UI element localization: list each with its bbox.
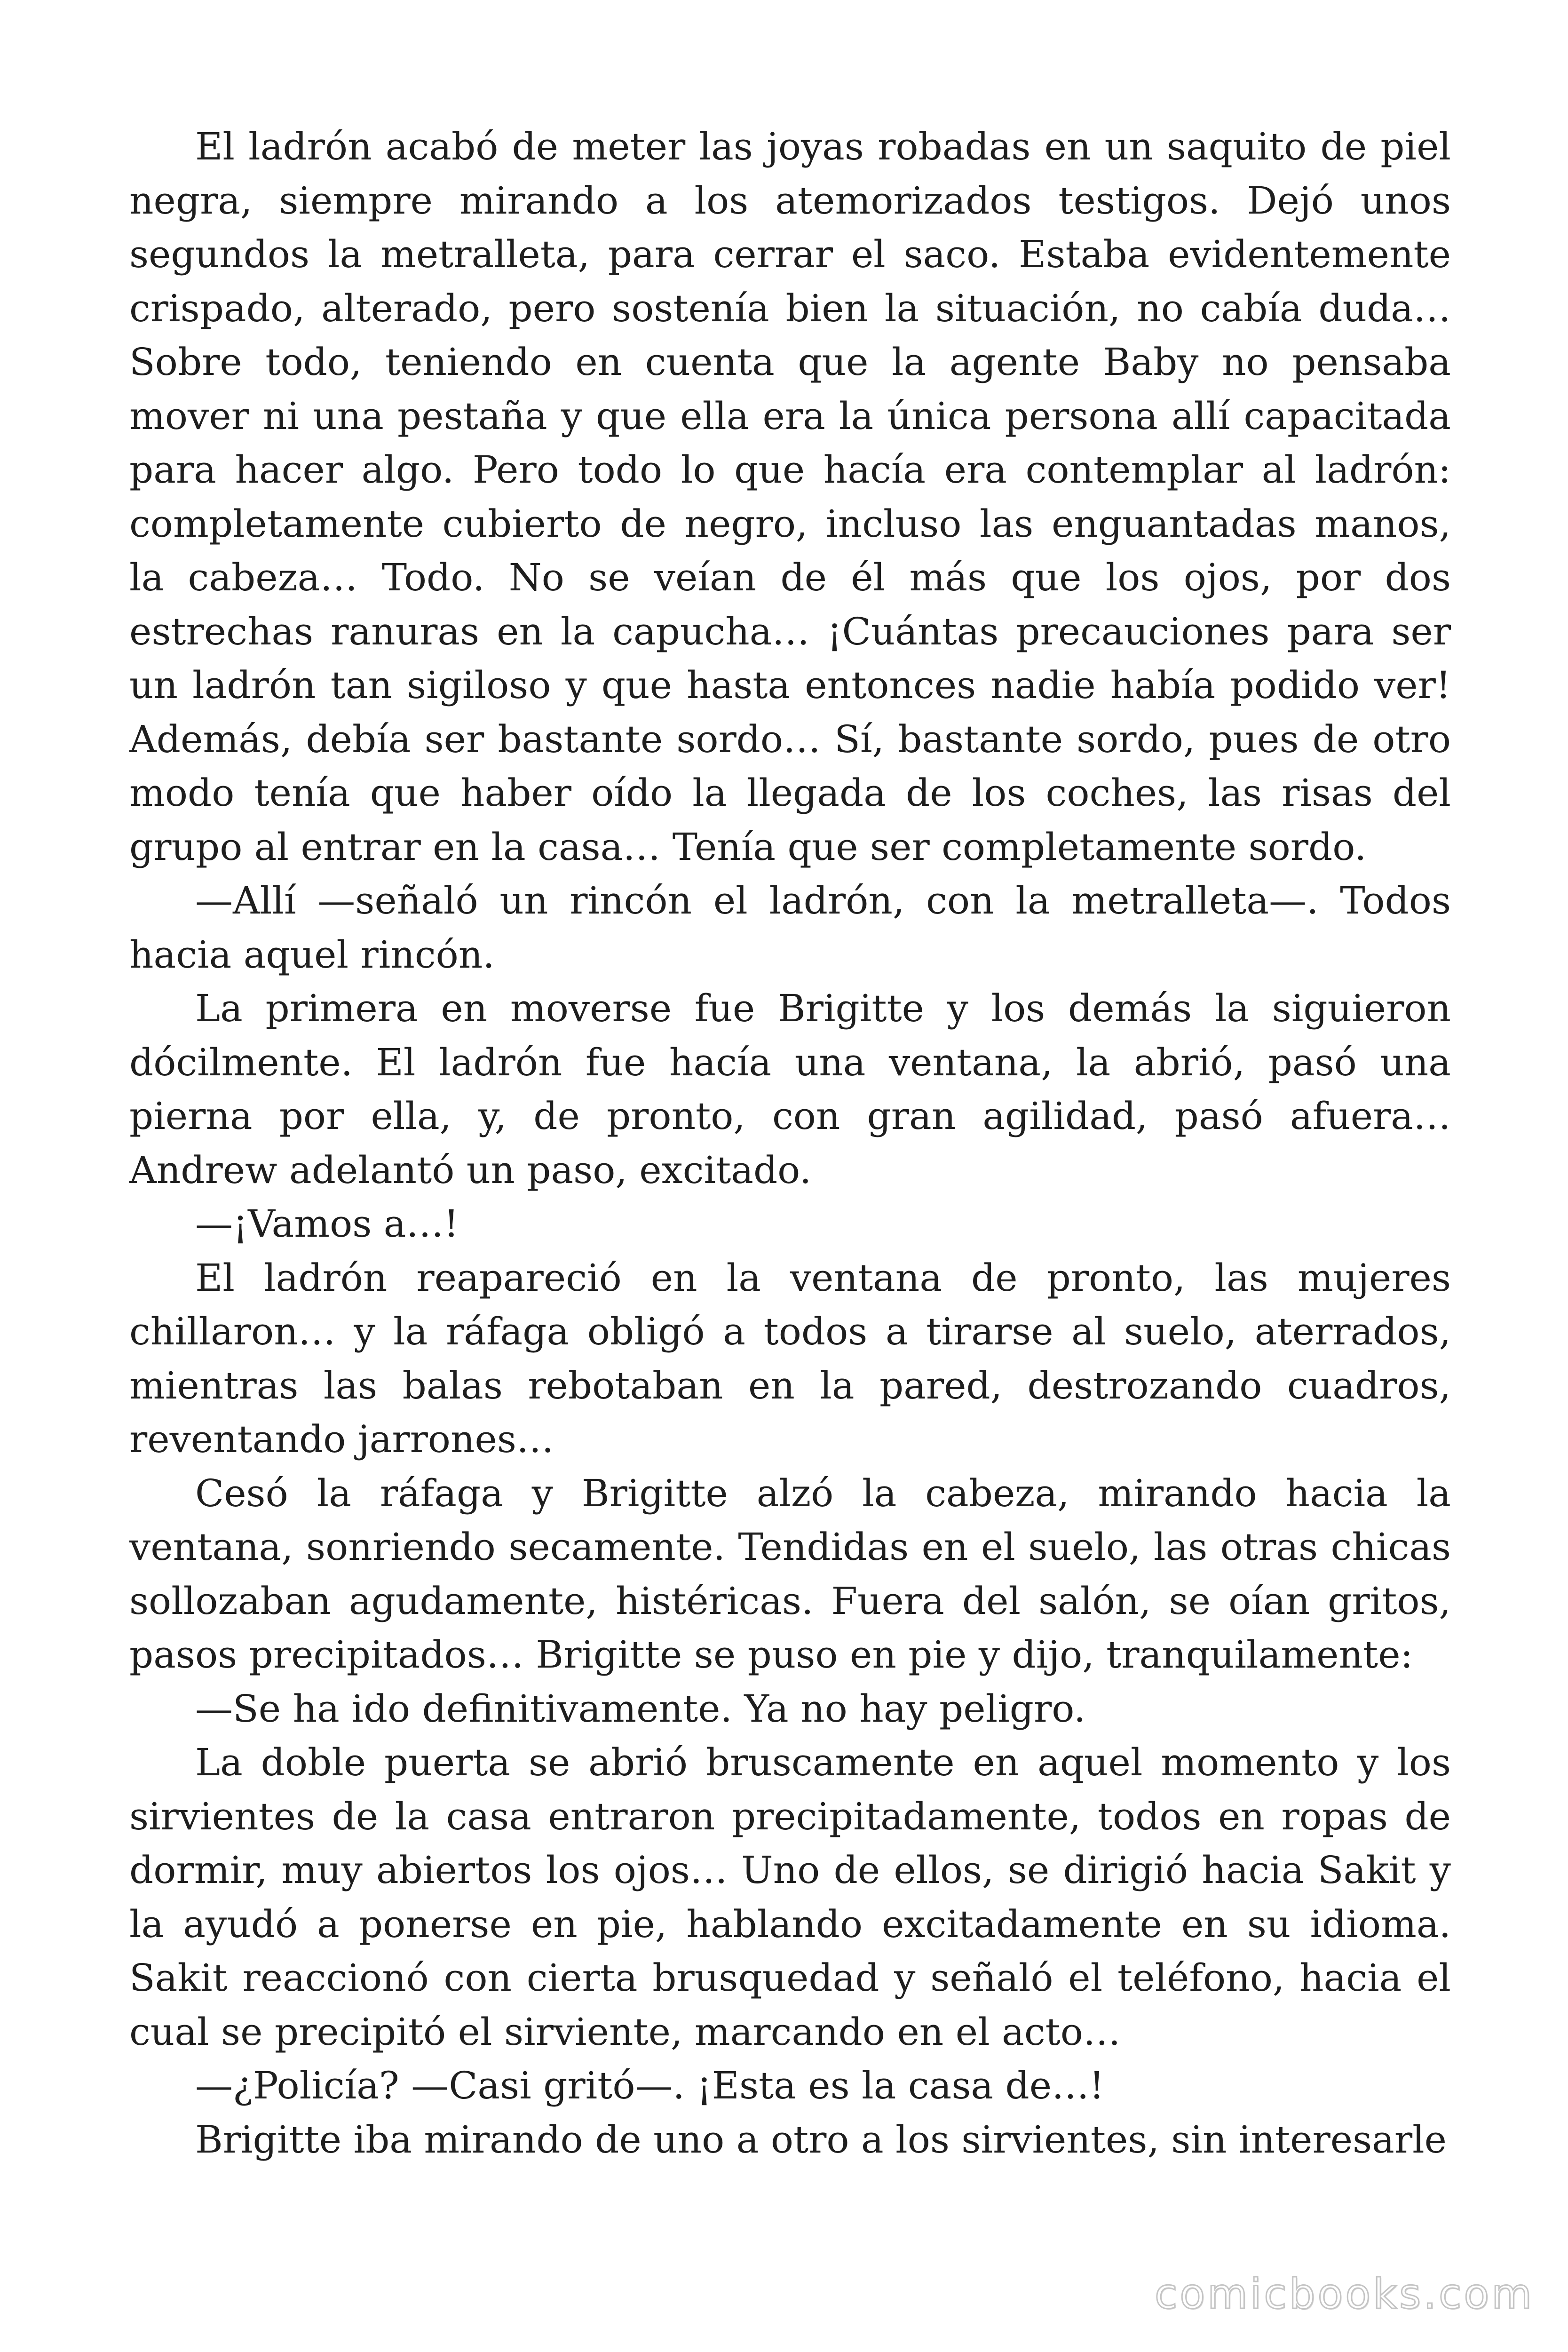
page-body <box>129 120 1451 2167</box>
paragraph: El ladrón reapareció en la ventana de pronto, las mujeres chillaron… y la ráfaga obligó a todos a tirarse al suelo, aterrados, mientras las balas rebotaban en la pared, destrozando cuadros, reventando jarrones… <box>129 1255 1451 1461</box>
paragraph: El ladrón acabó de meter las joyas robadas en un saquito de piel negra, siempre mirando a los atemorizados testigos. Dejó unos segundos la metralleta, para cerrar el saco. Estaba evidentemente crispado, alterado, pero sostenía bien la situación, no cabía duda… Sobre todo, teniendo en cuenta que la agente Baby no pensaba mover ni una pestaña y que ella era la única persona allí capacitada para hacer algo. Pero todo lo que hacía era contemplar al ladrón: completamente cubierto de negro, incluso las enguantadas manos, la cabeza… Todo. No se veían de él más que los ojos, por dos estrechas ranuras en la capucha… ¡Cuántas precauciones para ser un ladrón tan sigiloso y que hasta entonces nadie había podido ver! Además, debía ser bastante sordo… Sí, bastante sordo, pues de otro modo tenía que haber oído la llegada de los coches, las risas del grupo al entrar en la casa… Tenía que ser completamente sordo. <box>129 125 1451 869</box>
watermark: comicbooks.com <box>1154 2270 1534 2318</box>
paragraph-last-line: Brigitte iba mirando de uno a otro a los sirvientes, sin interesarle <box>195 2117 1447 2161</box>
paragraph: —¿Policía? —Casi gritó—. ¡Esta es la casa de…! <box>195 2064 1105 2107</box>
paragraph: Cesó la ráfaga y Brigitte alzó la cabeza, mirando hacia la ventana, sonriendo secamente. Tendidas en el suelo, las otras chicas sollozaban agudamente, histéricas. Fuera del salón, se oían gritos, pasos precipitados… Brigitte se puso en pie y dijo, tranquilamente: <box>129 1471 1451 1677</box>
paragraph: —Se ha ido definitivamente. Ya no hay peligro. <box>195 1686 1086 1731</box>
paragraph: La primera en moverse fue Brigitte y los demás la siguieron dócilmente. El ladrón fue hacía una ventana, la abrió, pasó una pierna por ella, y, de pronto, con gran agilidad, pasó afuera… Andrew adelantó un paso, excitado. <box>129 986 1451 1192</box>
paragraph: —Allí —señaló un rincón el ladrón, con la metralleta—. Todos hacia aquel rincón. <box>129 879 1451 977</box>
paragraph: La doble puerta se abrió bruscamente en aquel momento y los sirvientes de la casa entraron precipitadamente, todos en ropas de dormir, muy abiertos los ojos… Uno de ellos, se dirigió hacia Sakit y la ayudó a ponerse en pie, hablando excitadamente en su idioma. Sakit reaccionó con cierta brusquedad y señaló el teléfono, hacia el cual se precipitó el sirviente, marcando en el acto… <box>129 1740 1451 2054</box>
paragraph: —¡Vamos a…! <box>195 1202 459 1246</box>
